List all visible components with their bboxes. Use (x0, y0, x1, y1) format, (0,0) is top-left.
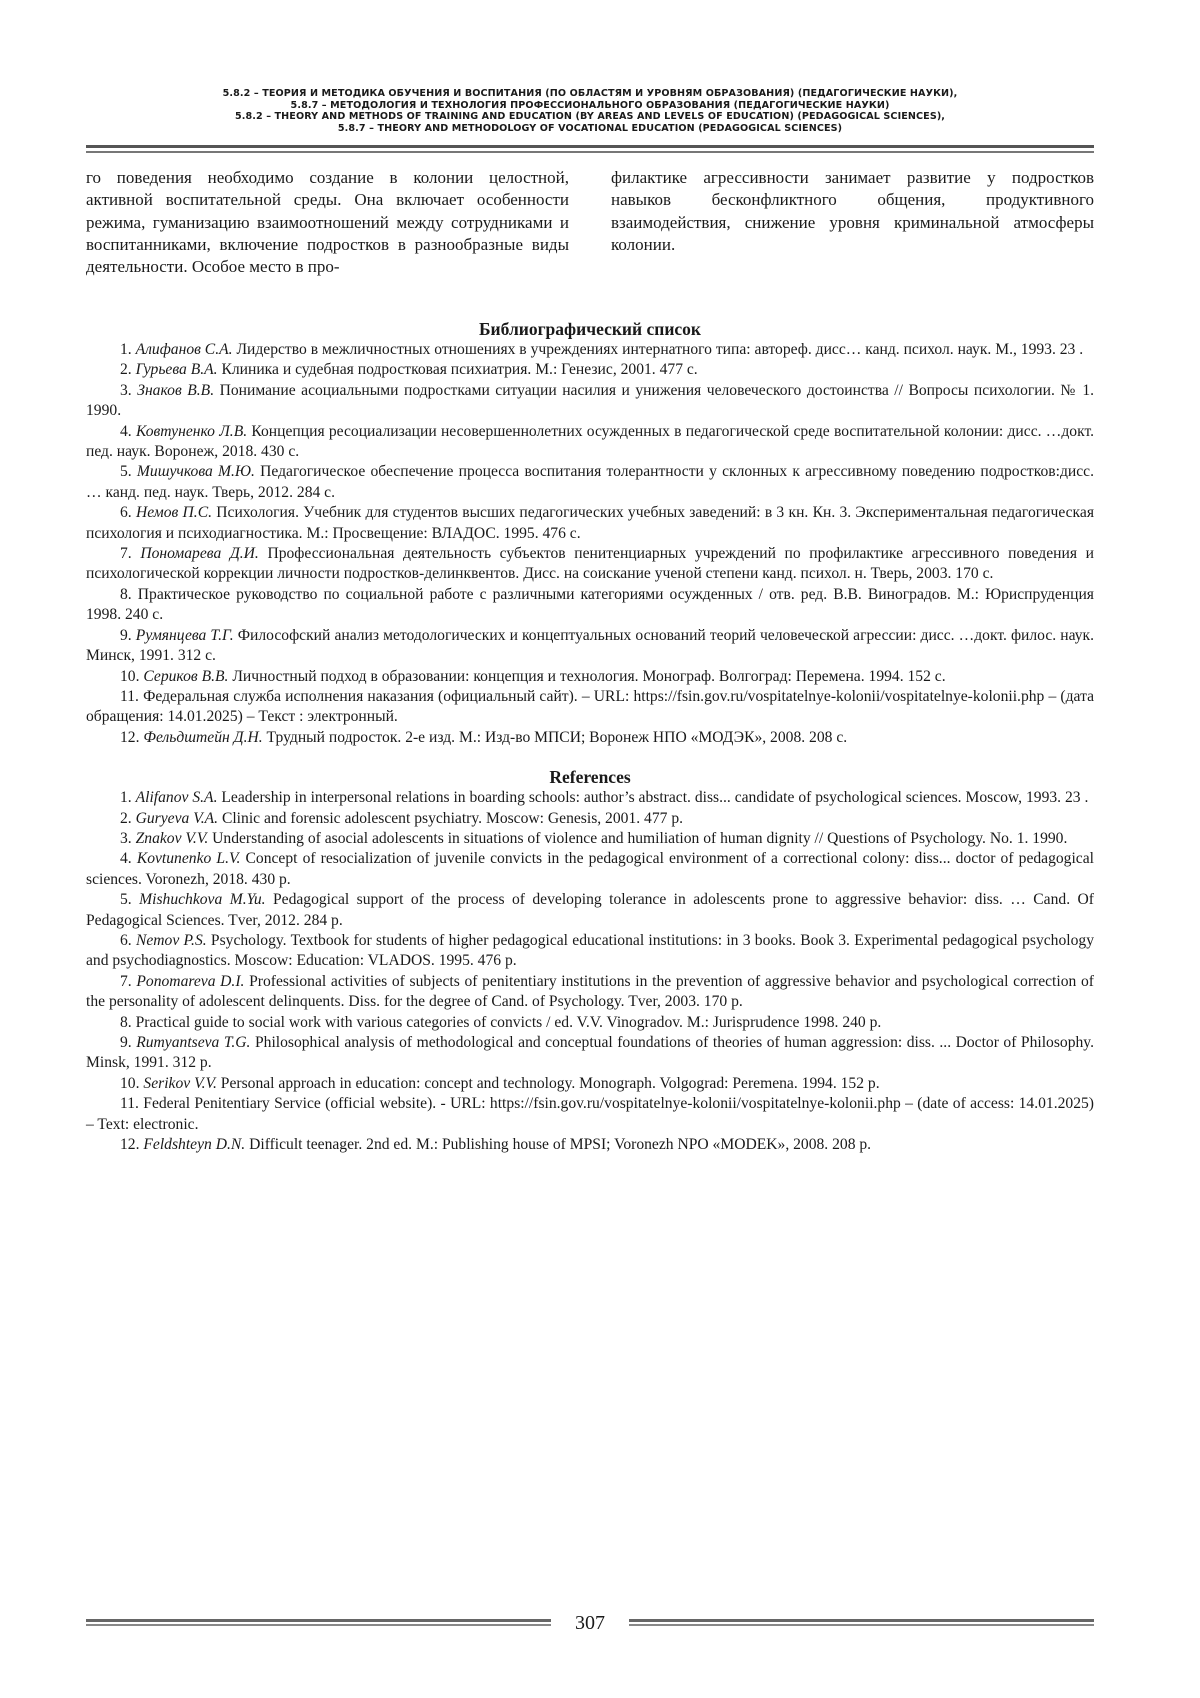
reference-author: Румянцева Т.Г. (135, 626, 234, 644)
reference-author: Мишучкова М.Ю. (136, 463, 255, 481)
reference-item (86, 972, 1094, 1013)
reference-item (86, 687, 1094, 728)
reference-author: Serikov V.V. (143, 1074, 217, 1092)
reference-text: Pedagogical support of the process of developing tolerance in adolescents prone to aggressive behavior: diss. … Cand. Of Pedagogical Sciences. Tver, 2012. 284 p. (86, 891, 1094, 929)
reference-author: Гурьева В.А. (135, 361, 218, 379)
reference-text: Педагогическое обеспечение процесса воспитания толерантности у склонных к агрессивному поведению подростков:дисс. … канд. пед. наук. Тверь, 2012. 284 с. (86, 463, 1095, 501)
reference-item (86, 829, 1094, 849)
reference-number: 8. (120, 585, 132, 603)
reference-text: Understanding of asocial adolescents in situations of violence and humiliation of human dignity // Questions of Psychology. No. 1. 1990. (212, 829, 1068, 847)
reference-author: Сериков В.В. (143, 667, 229, 685)
reference-item (86, 340, 1094, 360)
references-title: References (549, 767, 631, 788)
body-right-column: филактике агрессивности занимает развитие у подростков навыков бесконфликтного общения, продуктивного взаимодействия, снижение уровня криминальной атмосферы колонии. (611, 168, 1094, 254)
reference-text: Профессиональная деятельность субъектов пенитенциарных учреждений по профилактике агрессивного поведения и психологической коррекции личности подростков-делинквентов. Дисс. на соискание ученой степени канд. психол. н. Тверь, 2003. 170 с. (86, 545, 1094, 583)
reference-number: 3. (120, 829, 132, 847)
reference-text: Professional activities of subjects of penitentiary institutions in the prevention of aggressive behavior and psychological correction of the personality of adolescent delinquents. Diss. for the degree of Cand. of Psychology. Tver, 2003. 170 p. (86, 972, 1094, 1011)
body-left-column: го поведения необходимо создание в колонии целостной, активной воспитательной среды. Она включает особенности режима, гуманизацию взаимоотношений между сотрудниками и воспитанниками, включение подростков в разнообразные виды деятельности. Особое место в про- (86, 168, 569, 277)
reference-text: Practical guide to social work with various categories of convicts / ed. V.V. Vinogradov. M.: Jurisprudence 1998. 240 p. (135, 1013, 882, 1031)
reference-item (86, 1135, 1094, 1155)
reference-text: Философский анализ методологических и концептуальных оснований теорий человеческой агрессии: дисс. …докт. филос. наук. Минск, 1991. 312 с. (86, 626, 1095, 665)
reference-number: 5. (120, 891, 132, 909)
reference-item (86, 1033, 1094, 1074)
page-footer (86, 1611, 1094, 1641)
reference-item (86, 422, 1094, 463)
reference-author: Немов П.С. (135, 504, 212, 522)
reference-author: Rumyantseva T.G. (136, 1034, 251, 1051)
reference-number: 10. (120, 1074, 140, 1092)
reference-item (86, 1013, 1094, 1033)
reference-number: 8. (120, 1013, 132, 1031)
reference-author: Znakov V.V. (135, 829, 209, 847)
header-line-2: 5.8.7 – МЕТОДОЛОГИЯ И ТЕХНОЛОГИЯ ПРОФЕССИОНАЛЬНОГО ОБРАЗОВАНИЯ (ПЕДАГОГИЧЕСКИЕ НАУКИ) (290, 99, 890, 111)
references-list (86, 788, 1094, 1155)
reference-item (86, 890, 1094, 931)
reference-number: 2. (120, 809, 132, 827)
reference-author: Знаков В.В. (137, 381, 215, 399)
reference-item (86, 667, 1094, 687)
reference-text: Philosophical analysis of methodological and conceptual foundations of theories of human aggression: diss. ... Doctor of Philosophy. Minsk, 1991. 312 p. (86, 1034, 1094, 1072)
reference-item (86, 544, 1094, 585)
reference-text: Clinic and forensic adolescent psychiatry. Moscow: Genesis, 2001. 477 p. (221, 809, 684, 827)
reference-number: 10. (120, 667, 140, 685)
reference-item (86, 462, 1094, 503)
reference-number: 3. (120, 381, 132, 399)
reference-item (86, 626, 1094, 667)
header-rule-top (86, 145, 1094, 148)
header-line-1: 5.8.2 – ТЕОРИЯ И МЕТОДИКА ОБУЧЕНИЯ И ВОСПИТАНИЯ (ПО ОБЛАСТЯМ И УРОВНЯМ ОБРАЗОВАНИЯ) (ПЕДАГОГИЧЕСКИЕ НАУКИ), (222, 88, 958, 99)
reference-author: Пономарева Д.И. (140, 545, 259, 563)
reference-text: Концепция ресоциализации несовершеннолетних осужденных в педагогической среде воспитательной колонии: дисс. …докт. пед. наук. Воронеж, 2018. 430 с. (86, 422, 1095, 461)
reference-item (86, 585, 1094, 626)
reference-text: Федеральная служба исполнения наказания (официальный сайт). – URL: https://fsin.gov.ru/vospitatelnye-kolonii/vospitatelnye-kolonii.php – (дата обращения: 14.01.2025) – Текст : электронный. (86, 687, 1094, 726)
reference-text: Трудный подросток. 2-е изд. М.: Изд-во МПСИ; Воронеж НПО «МОДЭК», 2008. 208 с. (266, 728, 848, 746)
reference-item (86, 849, 1094, 890)
reference-text: Понимание асоциальными подростками ситуации насилия и унижения человеческого достоинства // Вопросы психологии. № 1. 1990. (86, 381, 1095, 420)
reference-text: Клиника и судебная подростковая психиатрия. М.: Генезис, 2001. 477 с. (221, 361, 698, 379)
reference-number: 4. (120, 850, 132, 868)
bibliography-title: Библиографический список (478, 319, 701, 339)
reference-author: Kovtunenko L.V. (136, 850, 241, 868)
reference-number: 7. (120, 545, 132, 563)
reference-author: Feldshteyn D.N. (143, 1136, 246, 1154)
reference-sections (86, 318, 1094, 1155)
reference-text: Лидерство в межличностных отношениях в учреждениях интернатного типа: автореф. дисс… канд. психол. наук. М., 1993. 23 . (236, 341, 1084, 358)
reference-number: 12. (120, 1136, 140, 1154)
bibliography-list (86, 340, 1094, 748)
reference-text: Personal approach in education: concept and technology. Monograph. Volgograd: Peremena. 1994. 152 p. (220, 1074, 880, 1092)
reference-number: 6. (120, 504, 132, 522)
reference-number: 11. (120, 1095, 139, 1113)
reference-number: 7. (120, 972, 132, 990)
reference-text: Личностный подход в образовании: концепция и технология. Монограф. Волгоград: Перемена. 1994. 152 с. (232, 667, 946, 685)
reference-number: 6. (120, 931, 132, 949)
reference-number: 9. (120, 626, 132, 644)
reference-author: Mishuchkova M.Yu. (139, 891, 266, 909)
reference-author: Фельдштейн Д.Н. (143, 728, 263, 746)
reference-number: 9. (120, 1034, 132, 1051)
reference-text: Leadership in interpersonal relations in boarding schools: author’s abstract. diss... candidate of psychological sciences. Moscow, 1993. 23 . (221, 789, 1089, 807)
reference-author: Guryeva V.A. (135, 809, 219, 827)
reference-text: Психология. Учебник для студентов высших педагогических учебных заведений: в 3 кн. Кн. 3. Экспериментальная педагогическая психология и психодиагностика. М.: Просвещение: ВЛАДОС. 1995. 476 с. (86, 504, 1094, 542)
reference-number: 2. (120, 361, 132, 379)
reference-item (86, 360, 1094, 380)
reference-text: Difficult teenager. 2nd ed. M.: Publishing house of MPSI; Voronezh NPO «MODEK», 2008. 208 p. (249, 1136, 872, 1154)
reference-item (86, 931, 1094, 972)
reference-item (86, 503, 1094, 544)
header-line-4: 5.8.7 – THEORY AND METHODOLOGY OF VOCATIONAL EDUCATION (PEDAGOGICAL SCIENCES) (337, 122, 843, 134)
reference-author: Nemov P.S. (135, 931, 207, 949)
header-line-3: 5.8.2 – THEORY AND METHODS OF TRAINING AND EDUCATION (BY AREAS AND LEVELS OF EDUCATION) (PEDAGOGICAL SCIENCES), (234, 111, 946, 122)
header-rule-bottom (86, 151, 1094, 153)
reference-item (86, 1094, 1094, 1135)
reference-item (86, 809, 1094, 829)
reference-text: Concept of resocialization of juvenile convicts in the pedagogical environment of a correctional colony: diss... doctor of pedagogical sciences. Voronezh, 2018. 430 p. (86, 850, 1094, 888)
reference-item (86, 788, 1094, 808)
reference-number: 5. (120, 463, 132, 481)
reference-number: 4. (120, 422, 132, 440)
reference-text: Psychology. Textbook for students of higher pedagogical educational institutions: in 3 books. Book 3. Experimental pedagogical psychology and psychodiagnostics. Moscow: Education: VLADOS. 1995. 476 p. (86, 931, 1094, 970)
reference-author: Ковтуненко Л.В. (135, 422, 248, 440)
reference-text: Federal Penitentiary Service (official website). - URL: https://fsin.gov.ru/vospitatelnye-kolonii/vospitatelnye-kolonii.php – (date of access: 14.01.2025) – Text: electronic. (86, 1095, 1095, 1133)
reference-item (86, 728, 1094, 748)
reference-number: 11. (120, 687, 139, 705)
reference-author: Alifanov S.A. (135, 789, 218, 807)
reference-author: Алифанов С.А. (135, 341, 233, 358)
reference-item (86, 381, 1094, 422)
reference-text: Практическое руководство по социальной работе с различными категориями осужденных / отв. ред. В.В. Виноградов. М.: Юриспруденция 1998. 240 с. (86, 585, 1094, 624)
page-number: 307 (575, 1612, 605, 1634)
reference-number: 12. (120, 728, 140, 746)
reference-number: 1. (120, 789, 132, 807)
reference-item (86, 1074, 1094, 1094)
running-header (86, 88, 1094, 134)
reference-author: Ponomareva D.I. (136, 972, 245, 990)
reference-number: 1. (120, 341, 132, 358)
